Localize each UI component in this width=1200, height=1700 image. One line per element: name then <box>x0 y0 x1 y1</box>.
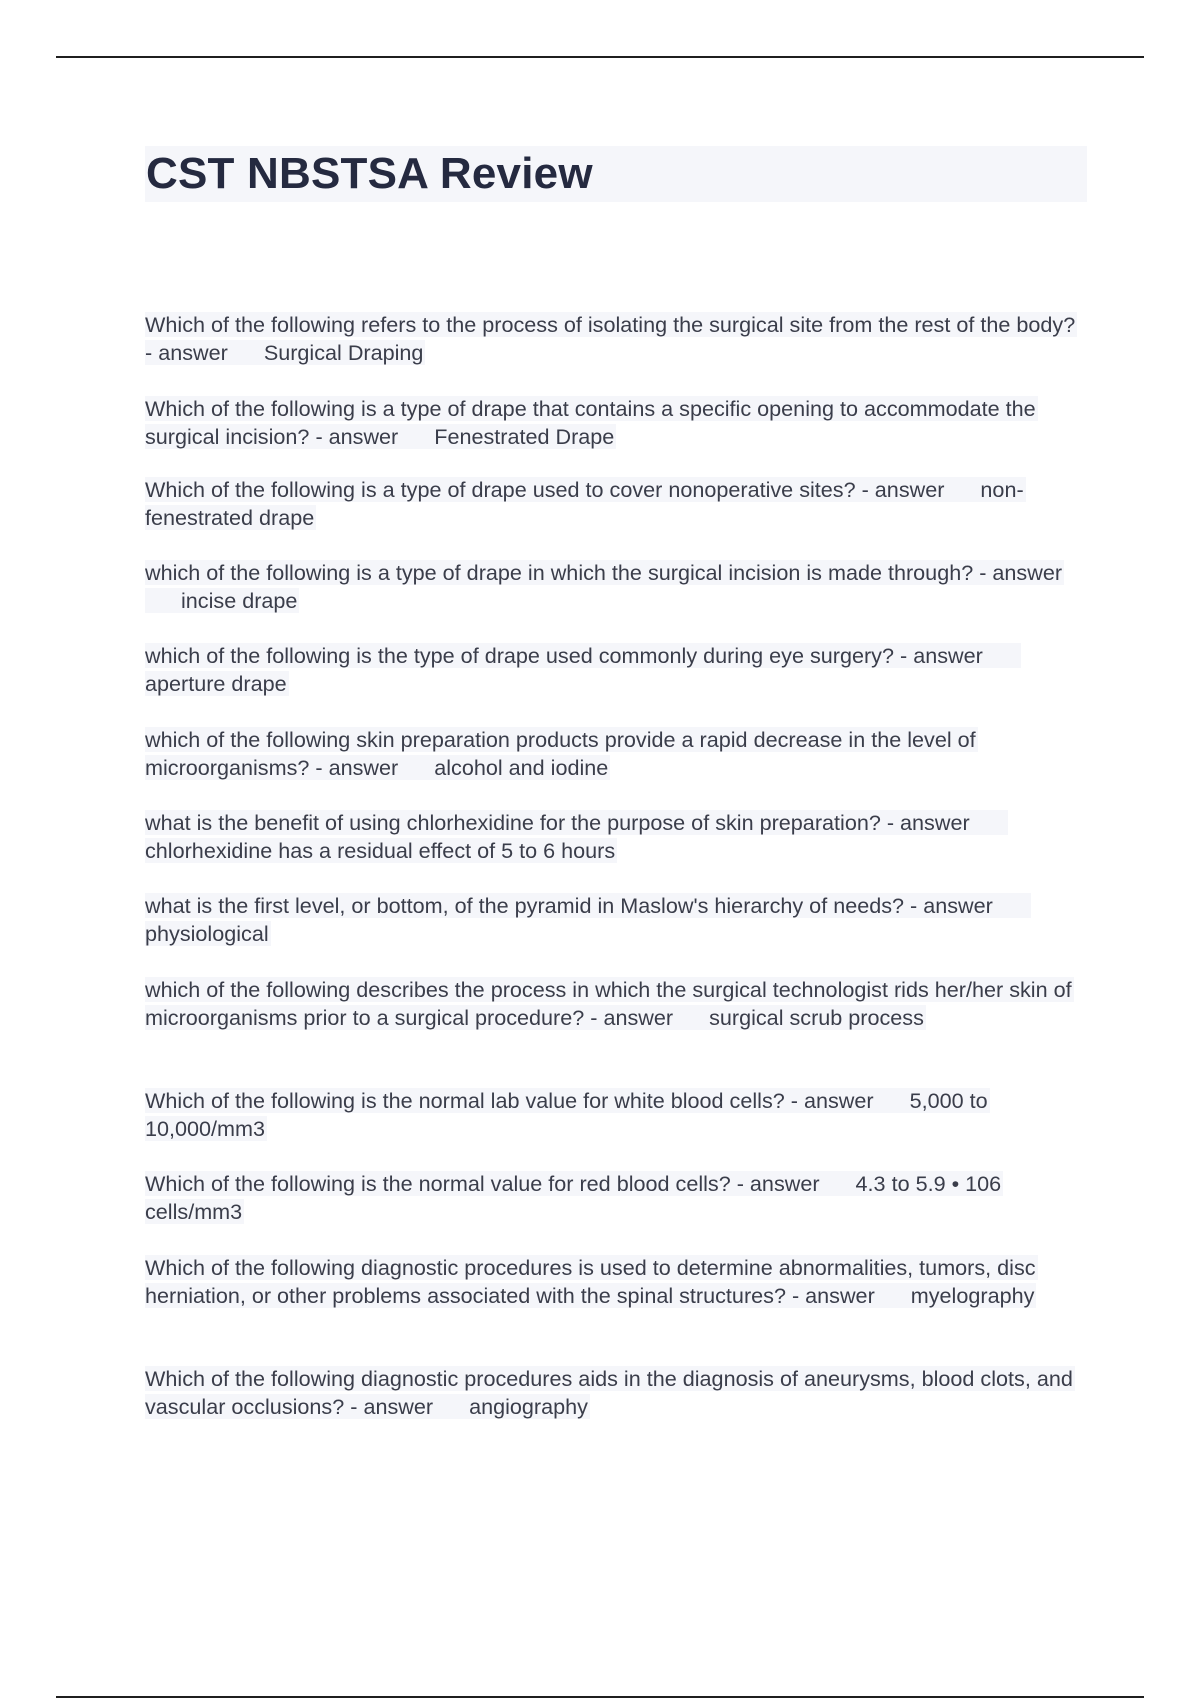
answer-text: angiography <box>469 1393 588 1419</box>
question-text: Which of the following is the normal lab value for white blood cells? <box>145 1088 785 1113</box>
answer-text: Surgical Draping <box>263 339 424 365</box>
qa-item <box>145 395 1087 451</box>
answer-separator: - answer <box>979 560 1063 585</box>
answer-separator: - answer <box>145 339 228 365</box>
top-rule <box>56 56 1144 58</box>
question-text: Which of the following refers to the process of isolating the surgical site from the rest of the body? <box>145 312 1076 337</box>
answer-separator: - answer <box>910 893 993 918</box>
question-text: what is the benefit of using chlorhexidine for the purpose of skin preparation? <box>145 810 881 835</box>
answer-text: incise drape <box>181 587 298 613</box>
question-text: Which of the following is the normal value for red blood cells? <box>145 1171 731 1196</box>
qa-item <box>145 1170 1087 1226</box>
qa-item <box>145 976 1087 1032</box>
answer-text: 5,000 to 10,000/mm3 <box>145 1088 988 1141</box>
bottom-rule <box>56 1696 1144 1698</box>
answer-separator: - answer <box>736 1171 820 1196</box>
question-text: which of the following is the type of drape used commonly during eye surgery? <box>145 643 894 668</box>
answer-separator: - answer <box>900 643 983 668</box>
answer-separator: - answer <box>590 1004 674 1030</box>
answer-separator: - answer <box>315 423 399 449</box>
question-text: which of the following skin preparation products provide a rapid decrease in the level of microorganisms? <box>145 727 976 780</box>
qa-item <box>145 1254 1087 1310</box>
qa-item <box>145 559 1087 615</box>
answer-text: physiological <box>145 920 269 946</box>
answer-text: 4.3 to 5.9 • 106 cells/mm3 <box>145 1171 1002 1224</box>
qa-item <box>145 1365 1087 1421</box>
question-text: Which of the following is a type of drape that contains a specific opening to accommodate the surgical incision? <box>145 396 1036 449</box>
question-text: which of the following is a type of drape in which the surgical incision is made through? <box>145 560 974 585</box>
answer-separator: - answer <box>886 810 970 835</box>
answer-separator: - answer <box>315 754 399 780</box>
qa-item <box>145 642 1087 698</box>
page-title: CST NBSTSA Review <box>146 149 593 198</box>
answer-text: myelography <box>910 1282 1035 1308</box>
qa-item <box>145 726 1087 782</box>
answer-text: non-fenestrated drape <box>145 477 1024 530</box>
question-text: Which of the following diagnostic procedures aids in the diagnosis of aneurysms, blood clots, and vascular occlusions? <box>145 1366 1073 1419</box>
answer-separator: - answer <box>790 1088 874 1113</box>
question-text: Which of the following is a type of drape used to cover nonoperative sites? <box>145 477 856 502</box>
question-text: which of the following describes the process in which the surgical technologist rids her/her skin of microorganisms prior to a surgical procedure? <box>145 977 1072 1030</box>
answer-text: chlorhexidine has a residual effect of 5 to 6 hours <box>145 837 616 863</box>
qa-item <box>145 311 1087 367</box>
answer-separator: - answer <box>791 1282 875 1308</box>
answer-text: surgical scrub process <box>709 1004 924 1030</box>
qa-item <box>145 892 1087 948</box>
answer-text: alcohol and iodine <box>434 754 609 780</box>
qa-item <box>145 1087 1087 1143</box>
answer-separator: - answer <box>350 1393 434 1419</box>
qa-item <box>145 809 1087 865</box>
question-text: what is the first level, or bottom, of the pyramid in Maslow's hierarchy of needs? <box>145 893 905 918</box>
answer-text: Fenestrated Drape <box>434 423 615 449</box>
answer-separator: - answer <box>861 477 945 502</box>
answer-text: aperture drape <box>145 670 287 696</box>
qa-item <box>145 476 1087 532</box>
question-text: Which of the following diagnostic procedures is used to determine abnormalities, tumors, disc herniation, or other problems associated with the spinal structures? <box>145 1255 1036 1308</box>
